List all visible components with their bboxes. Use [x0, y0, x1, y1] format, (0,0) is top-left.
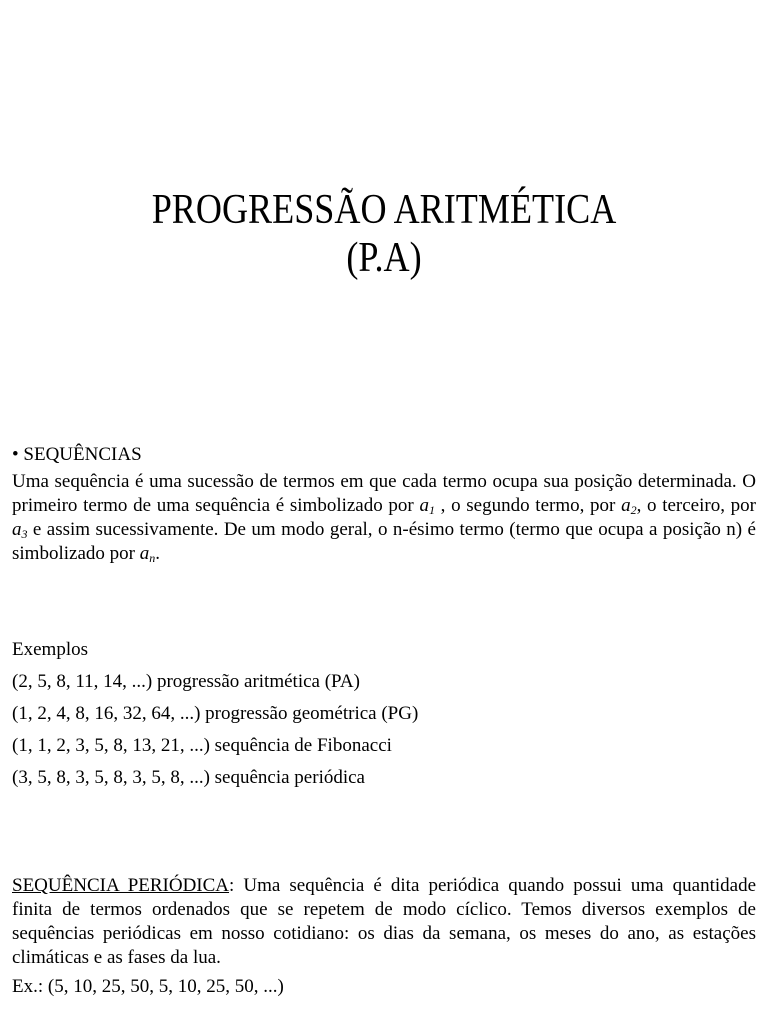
title-line-1: PROGRESSÃO ARITMÉTICA [151, 187, 617, 233]
symbol-a1: $a_1$ [419, 495, 435, 517]
text-part-5: . [155, 543, 160, 564]
example-item: (3, 5, 8, 3, 5, 8, 3, 5, 8, ...) sequência periódica [12, 767, 365, 788]
text-part-3: , o terceiro, por [636, 495, 756, 516]
text-part-1: Uma sequência é uma sucessão de termos em que cada termo ocupa sua posição determinada. O primeiro termo de uma sequência é simbolizado por [12, 471, 756, 516]
example-item: (1, 2, 4, 8, 16, 32, 64, ...) progressão geométrica (PG) [12, 703, 419, 724]
paragraph-periodica [12, 874, 756, 970]
term-colon: : [229, 875, 235, 896]
bullet-icon: • [12, 444, 19, 465]
example-item: (1, 1, 2, 3, 5, 8, 13, 21, ...) sequência de Fibonacci [12, 735, 392, 756]
symbol-a3: $a_3$ [12, 519, 28, 541]
section-exemplos [12, 634, 756, 794]
symbol-a2: $a_2$ [621, 495, 637, 517]
text-part-4: e assim sucessivamente. De um modo geral, o n-ésimo termo (termo que ocupa a posição n) é simbolizado por [12, 519, 756, 564]
example-periodica: Ex.: (5, 10, 25, 50, 5, 10, 25, 50, ...) [12, 976, 284, 997]
title-line-2: (P.A) [346, 235, 422, 281]
exemplos-heading: Exemplos [12, 639, 88, 660]
term-periodica: SEQUÊNCIA PERIÓDICA [12, 875, 230, 896]
symbol-an: $a_n$ [139, 543, 156, 565]
section-periodica [12, 874, 756, 1002]
section-sequencias [12, 442, 756, 566]
paragraph-definition [12, 470, 756, 566]
example-item: (2, 5, 8, 11, 14, ...) progressão aritmética (PA) [12, 671, 360, 692]
section-heading [12, 442, 756, 468]
heading-sequencias: SEQUÊNCIAS [23, 444, 142, 465]
text-part-2: , o segundo termo, por [434, 495, 622, 516]
page-title [54, 186, 714, 282]
definition-periodica: Uma sequência é dita periódica quando possui uma quantidade finita de termos ordenados que se repetem de modo cíclico. Temos diversos exemplos de sequências periódicas em nosso cotidiano: os dias da semana, os meses do ano, as estações climáticas e as fases da lua. [12, 875, 757, 968]
